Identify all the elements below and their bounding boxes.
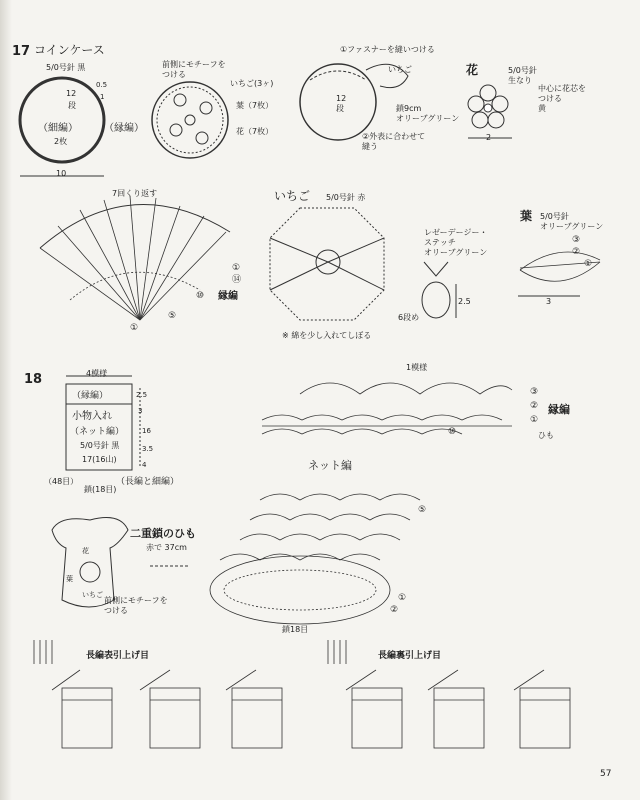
border-mark-3: ⑩ [196, 291, 205, 301]
net-mark-5: ⑤ [418, 505, 427, 515]
leaf-hook: 5/0号針 オリーブグリーン [540, 212, 604, 231]
bag-border: （縁編） [72, 391, 109, 401]
leaf-mark-3: ③ [572, 235, 581, 245]
bag-flower-label: 花 [82, 547, 89, 555]
bag-dim-5: 4 [142, 461, 147, 469]
net-repeat: 1模様 [406, 363, 428, 372]
bag-size: 17(16山) [82, 455, 117, 464]
cord-spec: 赤で 37cm [146, 543, 187, 552]
bag-dim-1: 2.5 [136, 391, 148, 399]
net-border-label: 縁編 [548, 403, 570, 416]
strawberry-hook: 5/0号針 赤 [326, 193, 366, 202]
motif-note: 前側にモチーフを つける [162, 60, 226, 79]
technique-back-post: 長編裏引上げ目 [378, 651, 442, 661]
bag-stitches: （48目） [44, 477, 79, 486]
net-mark-1: ③ [530, 387, 539, 397]
label-strawberry: いちご(3ヶ) [230, 79, 274, 88]
strawberry-stitch: レゼーデージー・ ステッチ オリーブグリーン [424, 228, 488, 257]
strawberry-note: ※ 綿を少し入れてしぼる [282, 331, 372, 340]
sew-step: ②外表に合わせて 縫う [362, 132, 426, 151]
label-leaf: 葉（7枚） [236, 101, 274, 110]
bag-dim-4: 3.5 [142, 445, 154, 453]
page-number: 57 [600, 769, 612, 779]
border-chart-fan [40, 196, 230, 320]
technique-front-post: 長編表引上げ目 [86, 651, 150, 661]
pattern-18-number: 18 [24, 372, 43, 387]
leaf-mark-2: ② [572, 247, 581, 257]
flower-drawing [468, 85, 508, 128]
assembly-chain: 鎖9cm オリーブグリーン [396, 104, 460, 123]
motif-circle [152, 82, 228, 158]
flower-hook: 5/0号針 生なり [508, 66, 537, 85]
border-mark-1: ① [232, 263, 241, 273]
bag-dim-2: 3 [138, 407, 143, 415]
net-mark-6: ① [398, 593, 407, 603]
net-mark-3: ① [530, 415, 539, 425]
assembly-strawberry: いちご [388, 65, 412, 74]
border-mark-2: ⑭ [232, 275, 242, 285]
net-chain: 鎖18目 [282, 625, 309, 634]
pattern-repeat: 4模様 [86, 369, 108, 378]
technique-symbols [34, 640, 346, 664]
bag-bottom: （長編と細編） [116, 477, 180, 487]
technique-illustrations [52, 670, 570, 748]
net-mark-7: ② [390, 605, 399, 615]
zipper-step: ①ファスナーを縫いつける [340, 45, 435, 54]
flower-dimension: 2 [486, 133, 492, 142]
pattern-17-title: コインケース [34, 43, 105, 57]
bag-motif-note: 前側にモチーフを つける [104, 596, 168, 615]
border-stitch-label: （縁編） [104, 123, 144, 134]
leaf-title: 葉 [520, 209, 533, 223]
border-mark-4: ⑤ [168, 311, 177, 321]
bag-dim-3: 16 [142, 427, 151, 435]
bag-hook: 5/0号針 黒 [80, 441, 120, 450]
coin-case-outline [20, 78, 104, 162]
piece-count: 2枚 [54, 137, 68, 146]
strawberry-dimension: 2.5 [458, 297, 471, 306]
net-mark-2: ② [530, 401, 539, 411]
bag-net: （ネット編） [70, 427, 125, 437]
rounds-label: 段 [68, 101, 76, 110]
strawberry-shape [422, 282, 450, 318]
leaf-dimension: 3 [546, 297, 552, 306]
net-mark-4: ⑩ [448, 427, 457, 437]
strawberry-title: いちご [274, 189, 311, 203]
border-repeat: 7回くり返す [112, 189, 158, 198]
width-dimension: 10 [56, 169, 67, 178]
bag-chain: 鎖(18目) [84, 485, 117, 494]
net-body [210, 494, 420, 624]
label-flower: 花（7枚） [236, 127, 274, 136]
border-chart-label: 縁編 [218, 291, 238, 302]
rounds-count: 12 [66, 89, 77, 98]
flower-center-note: 中心に花芯を つける 黄 [538, 84, 586, 113]
net-string: ひも [538, 431, 554, 440]
bag-name: 小物入れ [72, 411, 112, 422]
main-stitch-label: （細編） [38, 123, 78, 134]
bag-leaf-label: 葉 [66, 575, 73, 583]
leaf-mark-1: ① [584, 259, 593, 269]
cord-title: 二重鎖のひも [130, 527, 196, 540]
bag-strawberry-label: いちご [82, 591, 103, 599]
pattern-17-number: 17 [12, 44, 31, 59]
strawberry-chart [270, 208, 384, 320]
net-chart [262, 383, 512, 434]
flower-title: 花 [466, 63, 479, 77]
assembly-rounds: 12 段 [336, 94, 347, 113]
net-stitch-label: ネット編 [308, 459, 352, 472]
border-mark-5: ① [130, 323, 139, 333]
dim-1: 1 [100, 93, 105, 101]
motif-flowers [170, 94, 212, 144]
pattern-17-hook: 5/0号針 黒 [46, 63, 86, 72]
strawberry-rounds: 6段め [398, 313, 420, 322]
dim-05: 0.5 [96, 81, 108, 89]
